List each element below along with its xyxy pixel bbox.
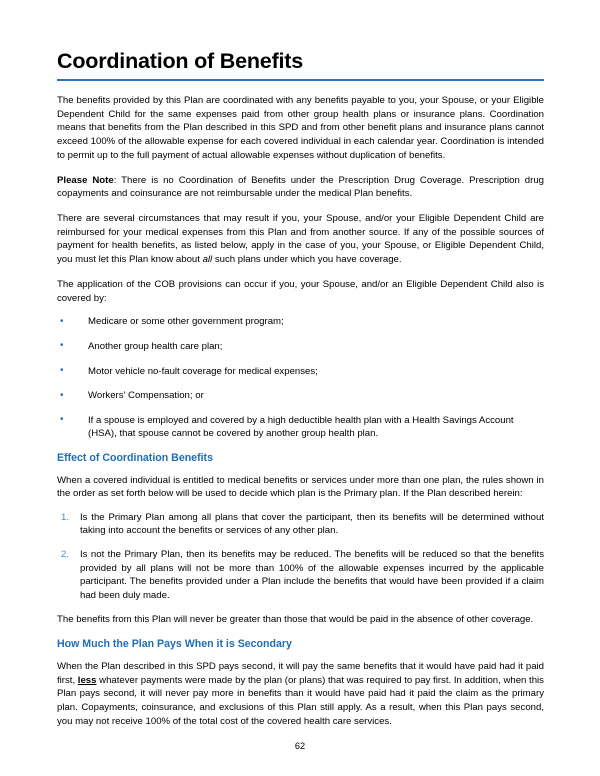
please-note-body: : There is no Coordination of Benefits under the Prescription Drug Coverage. Prescription drug copayments and coinsurance are not reimbursable under the medical Plan benefits. bbox=[57, 174, 544, 200]
section-heading-how-much-plan-pays: How Much the Plan Pays When it is Secondary bbox=[57, 638, 292, 651]
list-item: • Workers' Compensation; or bbox=[57, 389, 544, 403]
circumstances-text-part1: There are several circumstances that may result if you, your Spouse, and/or your Eligible Dependent Child are reimbursed for your medical expenses from this Plan and from another source. If any of the possible sources of payment for health benefits, as listed below, apply in the case of you, your Spouse, or Eligible Dependent Child, you must let this Plan know about bbox=[57, 213, 544, 266]
paragraph-circumstances bbox=[57, 212, 544, 266]
list-item: Is not the Primary Plan, then its benefits may be reduced. The benefits will be reduced so that the benefits provided by all plans will not be more than 100% of the allowable expenses incurred by the applicable participant. The benefits provided under a Plan include the benefits that would have been provided if a claim had been duly made. bbox=[80, 549, 544, 601]
secondary-text-part1: When the Plan described in this SPD pays second, it will pay the same benefits that it would have paid had it paid first, bbox=[57, 661, 544, 686]
secondary-emphasis-less: less bbox=[77, 674, 97, 686]
paragraph-intro: The benefits provided by this Plan are coordinated with any benefits payable to you, your Spouse, or your Eligible Dependent Child for the same expenses paid from other group health plans or insurance plans. Coordination means that benefits from the Plan described in this SPD and from other benefit plans and insurance plans cannot exceed 100% of the allowable expense for each covered individual in each calendar year. Coordination is intended to permit up to the full payment of actual allowable expenses without duplication of benefits. bbox=[57, 95, 544, 161]
list-item: • Motor vehicle no-fault coverage for medical expenses; bbox=[57, 365, 544, 379]
circumstances-text-part2: such plans under which you have coverage. bbox=[212, 254, 402, 266]
list-item: Is the Primary Plan among all plans that cover the participant, then its benefits will be determined without taking into account the benefits or services of any other plan. bbox=[80, 511, 544, 537]
paragraph-effect-intro: When a covered individual is entitled to medical benefits or services under more than one plan, the rules shown in the order as set forth below will be used to decide which plan is the Primary plan. If the Plan described herein: bbox=[57, 474, 544, 500]
list-item: • Another group health care plan; bbox=[57, 340, 544, 354]
circumstances-emphasis-all: all bbox=[202, 254, 213, 266]
paragraph-please-note bbox=[57, 174, 544, 201]
section-heading-effect-of-coordination: Effect of Coordination Benefits bbox=[57, 451, 213, 464]
paragraph-secondary-payment bbox=[57, 660, 544, 728]
page-content bbox=[57, 50, 544, 740]
paragraph-never-greater: The benefits from this Plan will never be greater than those that would be paid in the absence of other coverage. bbox=[57, 614, 534, 626]
paragraph-cob-application: The application of the COB provisions can occur if you, your Spouse, and/or an Eligible Dependent Child also is covered by: bbox=[57, 279, 544, 304]
list-item: • If a spouse is employed and covered by a high deductible health plan with a Health Savings Account (HSA), that spouse cannot be covered by another group health plan. bbox=[57, 414, 544, 441]
primary-plan-rules-list bbox=[57, 511, 544, 603]
coverage-sources-list bbox=[57, 315, 544, 441]
list-item: • Medicare or some other government program; bbox=[57, 315, 544, 329]
page-number-footer: 62 bbox=[294, 741, 306, 751]
secondary-text-part2: whatever payments were made by the plan (or plans) that was required to pay first. In addition, when this Plan pays second, it will never pay more in benefits than it would have paid had it paid the claim as the primary plan. Copayments, coinsurance, and exclusions of this Plan still apply. As a result, when this Plan pays second, you may not receive 100% of the total cost of the covered health care services. bbox=[57, 674, 544, 727]
title-underline-rule bbox=[57, 79, 544, 82]
please-note-label: Please Note bbox=[57, 174, 114, 186]
page-title: Coordination of Benefits bbox=[57, 49, 304, 73]
